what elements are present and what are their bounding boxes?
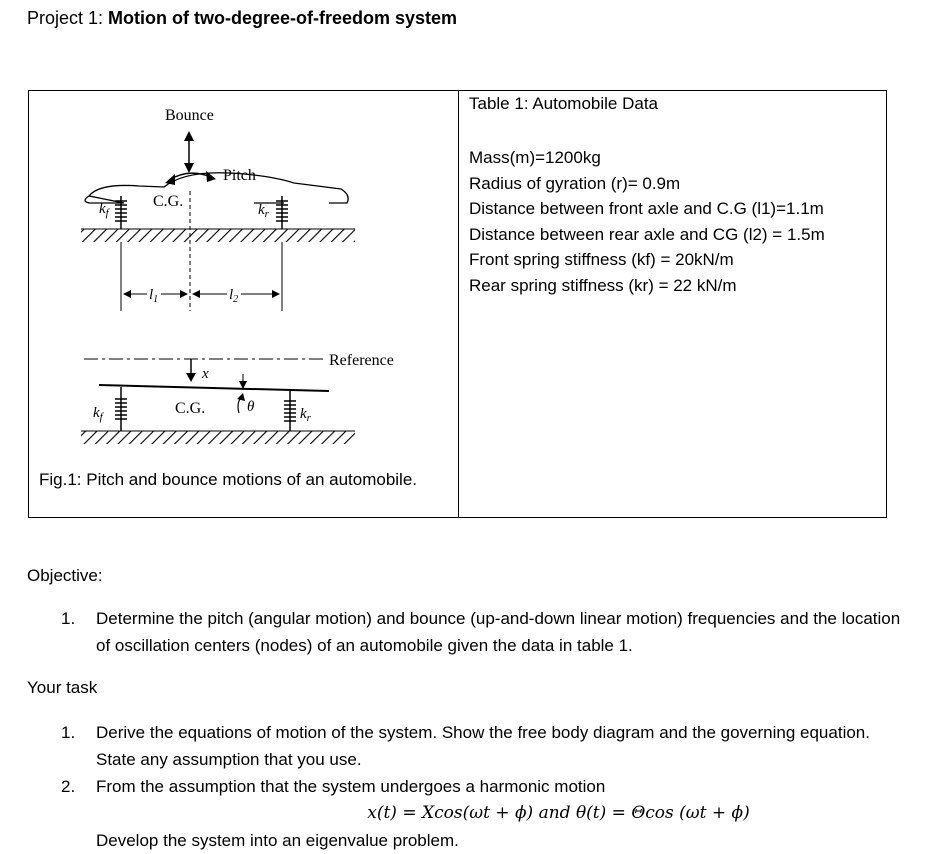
objective-item-text: Determine the pitch (angular motion) and bounce (up-and-down linear motion) frequencies and the location of oscillation centers (nodes) of an automobile given the data in table 1. <box>96 609 901 655</box>
kf-bottom-spring <box>115 387 127 431</box>
kf-top-spring <box>115 196 127 229</box>
bounce-label: Bounce <box>165 107 214 124</box>
kr-top-label: $k_r$ <box>258 202 269 220</box>
l1-label: $l_1$ <box>149 287 159 305</box>
l2-label: $l_2$ <box>229 287 239 305</box>
task-item-1-text: Derive the equations of motion of the system. Show the free body diagram and the governing equation. State any assumption that you use. <box>96 723 870 769</box>
ground-bottom <box>81 431 355 444</box>
ground-top <box>81 229 355 242</box>
page-title <box>27 8 457 29</box>
data-row-l2: Distance between rear axle and CG (l2) = 1.5m <box>469 224 825 244</box>
pitch-arrow <box>169 173 211 180</box>
task-item-2 <box>61 773 901 854</box>
data-row-kr: Rear spring stiffness (kr) = 22 kN/m <box>469 275 737 295</box>
harmonic-equation: x(t) = Xcos(ωt + ϕ) and θ(t) = Θcos (ωt + ϕ) <box>367 803 750 823</box>
table-title: Table 1: Automobile Data <box>469 94 659 113</box>
cg-top-label: C.G. <box>153 193 184 210</box>
task-item-1 <box>61 719 901 773</box>
data-row-l1: Distance between front axle and C.G (l1)=1.1m <box>469 199 824 218</box>
reference-label: Reference <box>329 352 394 369</box>
cg-bottom-label: C.G. <box>175 400 206 417</box>
title-prefix: Project 1: <box>27 8 109 28</box>
figure-cell <box>28 90 459 518</box>
kr-top-spring <box>276 196 288 229</box>
x-arrow-head <box>186 373 196 382</box>
data-row-radius: Radius of gyration (r)= 0.9m <box>469 173 681 193</box>
automobile-figure <box>29 91 460 466</box>
pitched-body <box>99 385 329 391</box>
task-heading: Your task <box>27 678 98 697</box>
automobile-data-list <box>469 145 825 298</box>
table-cell <box>458 90 887 518</box>
task-list <box>61 719 901 854</box>
bounce-arrow-up-head <box>184 131 194 141</box>
l1-arrow-right <box>180 290 188 298</box>
task-item-2-number: 2. <box>61 777 76 796</box>
objective-item <box>61 605 901 659</box>
pitch-label: Pitch <box>223 167 256 184</box>
x-label: x <box>202 366 209 382</box>
kr-bottom-spring <box>284 391 296 431</box>
objective-list <box>61 605 901 659</box>
kf-bottom-label: $k_f$ <box>93 405 103 423</box>
l1-arrow-left <box>123 290 131 298</box>
objective-item-number: 1. <box>61 609 76 628</box>
theta-label: θ <box>247 399 255 415</box>
bounce-arrow-down-head <box>184 163 194 173</box>
car-body <box>85 173 348 203</box>
kr-bottom-label: $k_r$ <box>300 406 311 424</box>
task-item-1-number: 1. <box>61 723 76 742</box>
task-item-2-text: From the assumption that the system undergoes a harmonic motion <box>96 777 606 796</box>
theta-curve-head <box>237 393 245 401</box>
l2-arrow-left <box>192 290 200 298</box>
task-item-2-followup: Develop the system into an eigenvalue problem. <box>96 831 459 850</box>
kf-top-label: $k_f$ <box>99 201 109 219</box>
figure-caption: Fig.1: Pitch and bounce motions of an automobile. <box>39 470 418 489</box>
title-main: Motion of two-degree-of-freedom system <box>108 8 458 28</box>
l2-arrow-right <box>272 290 280 298</box>
data-row-mass: Mass(m)=1200kg <box>469 148 601 167</box>
data-row-kf: Front spring stiffness (kf) = 20kN/m <box>469 250 734 269</box>
objective-heading: Objective: <box>27 566 103 585</box>
